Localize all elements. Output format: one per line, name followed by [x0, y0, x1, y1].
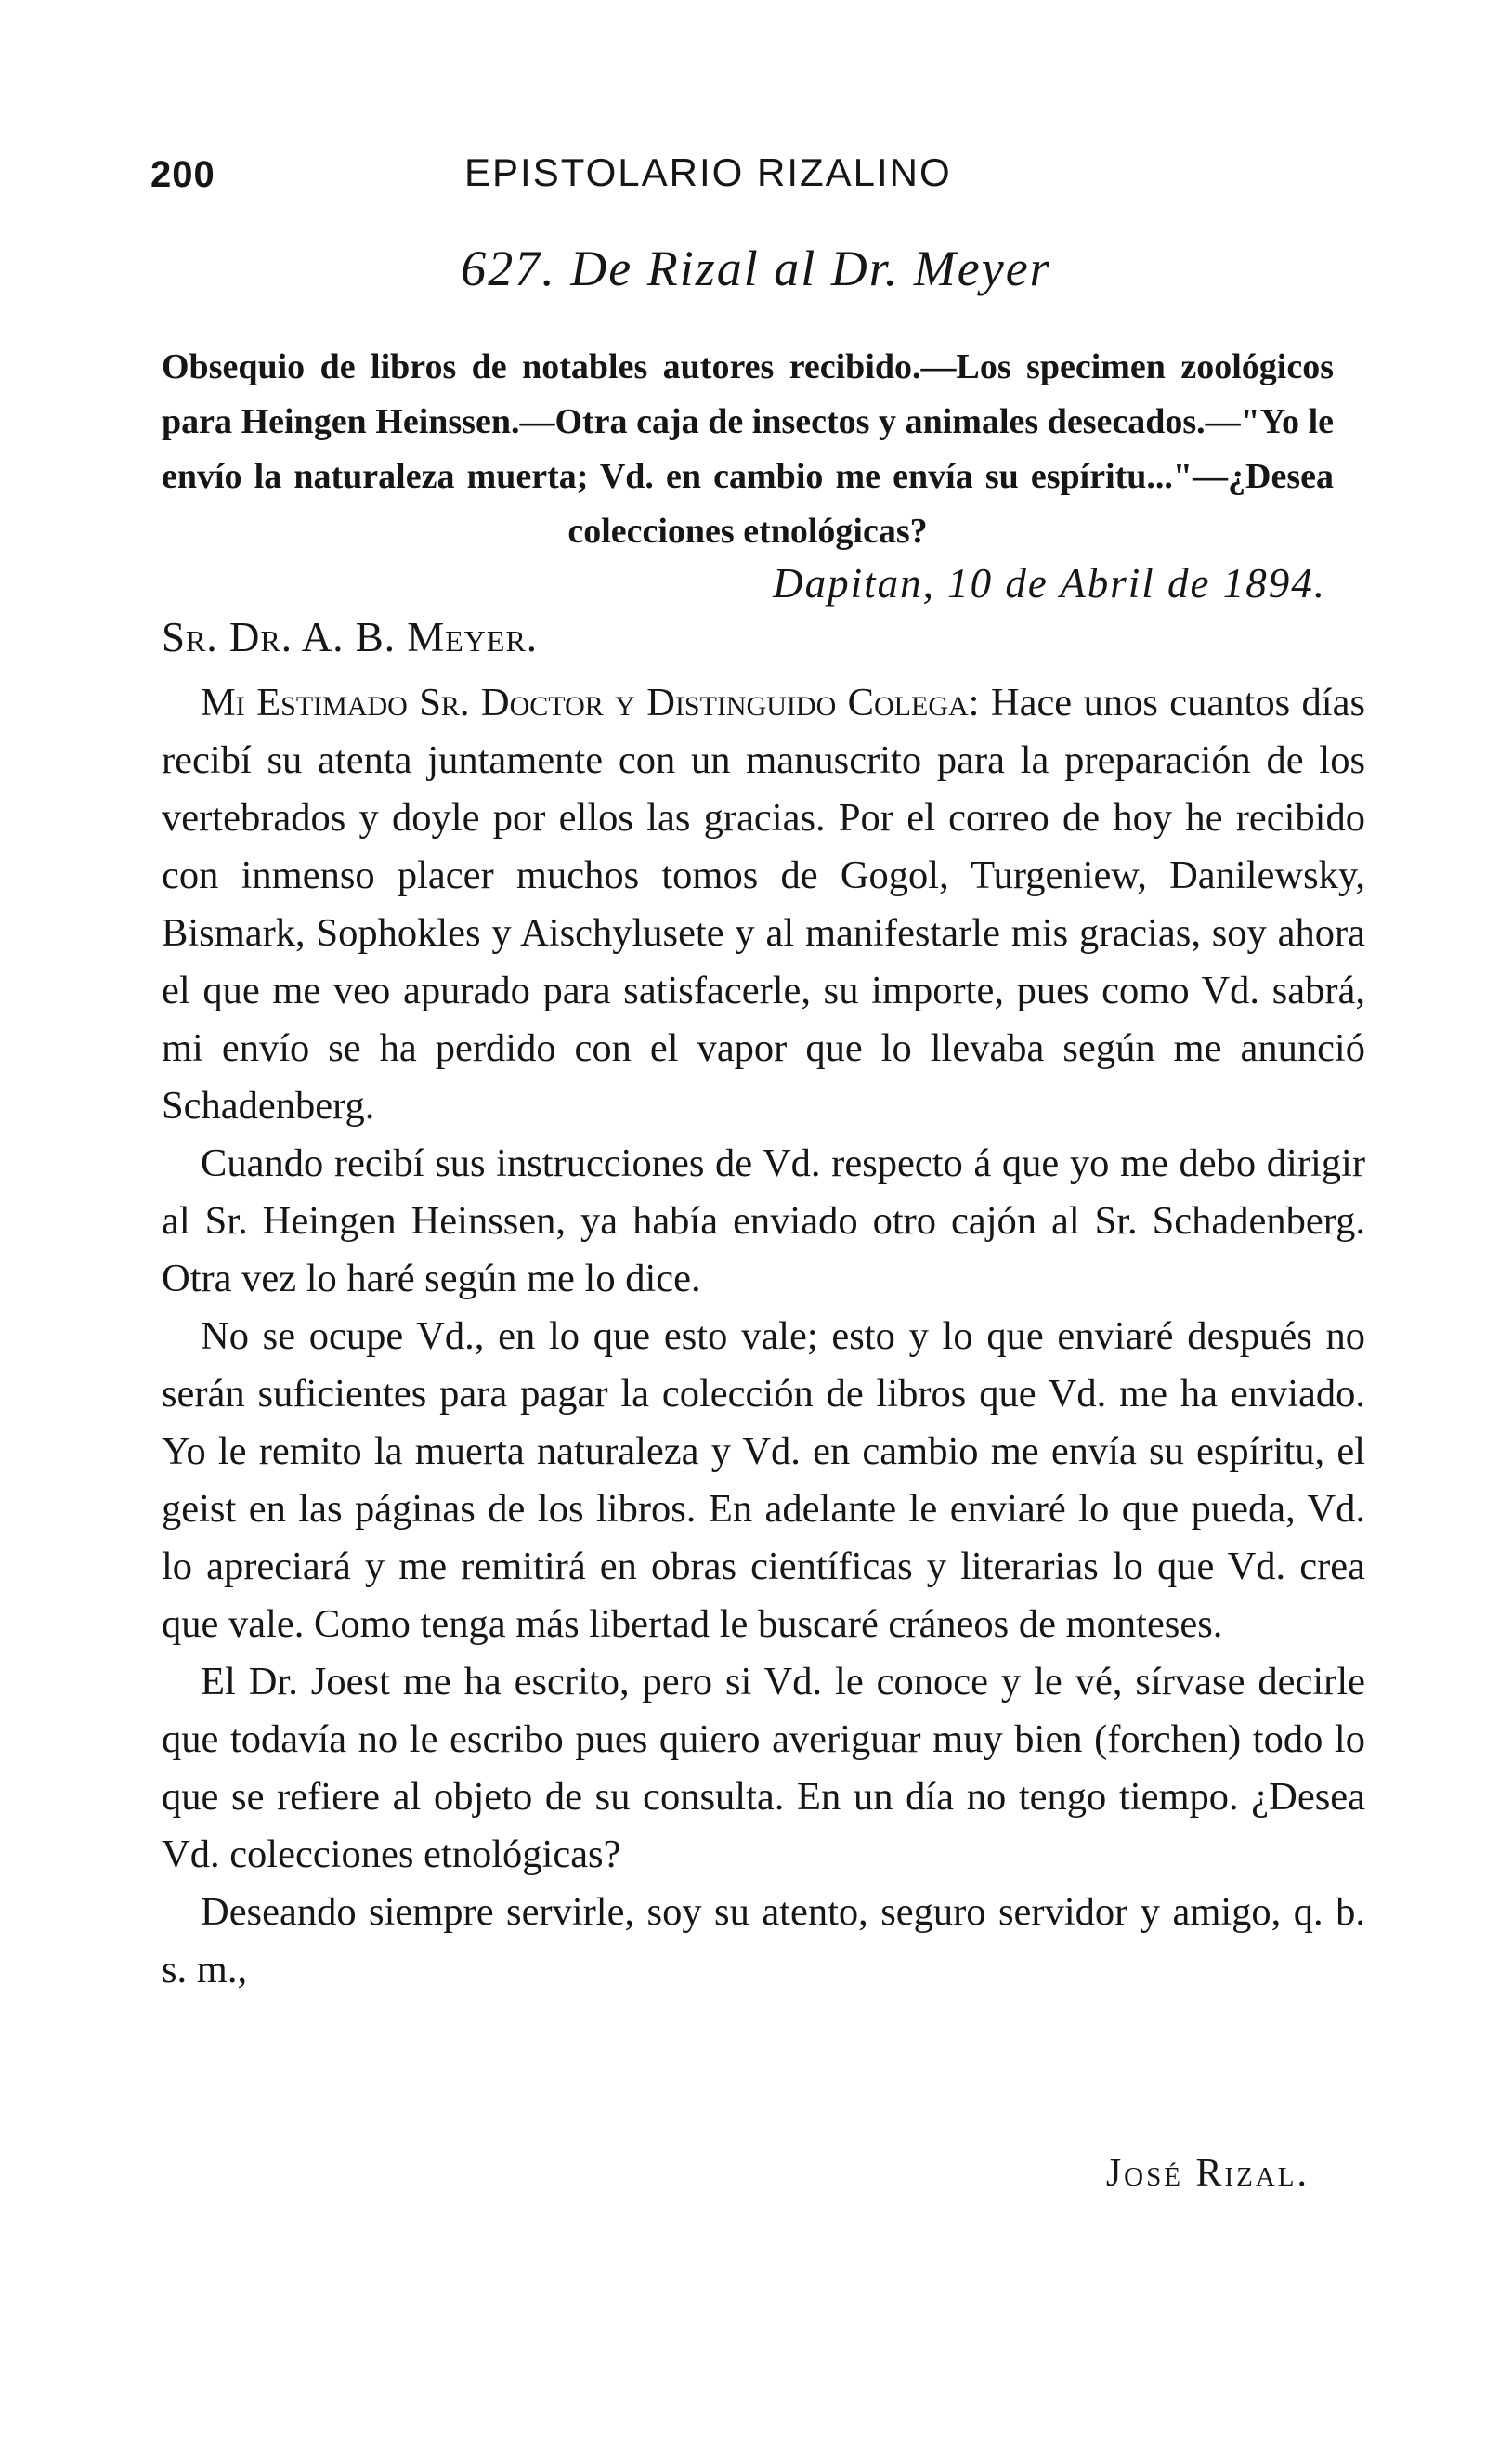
paragraph-1 [162, 674, 1365, 1135]
salutation: Sr. Dr. A. B. Meyer. [162, 614, 539, 660]
signature: José Rizal. [1105, 2152, 1310, 2195]
paragraph-5: Deseando siempre servirle, soy su atento, seguro servidor y amigo, q. b. s. m., [162, 1890, 1365, 1991]
paragraph-2: Cuando recibí sus instrucciones de Vd. respecto á que yo me debo dirigir al Sr. Heingen Heinssen, ya había enviado otro cajón al Sr. Schadenberg. Otra vez lo haré según me lo dice. [162, 1142, 1365, 1300]
page-number: 200 [150, 154, 215, 195]
letter-title: 627. De Rizal al Dr. Meyer [461, 241, 1051, 296]
running-title: EPISTOLARIO RIZALINO [464, 150, 952, 194]
letter-summary: Obsequio de libros de notables autores recibido.—Los specimen zoológicos para Heingen Heinssen.—Otra caja de insectos y animales desecados.—"Yo le envío la naturaleza muerta; Vd. en cambio me envía su espíritu..."—¿Desea colecciones etnológicas? [162, 347, 1334, 551]
opening-address: Mi Estimado Sr. Doctor y Distinguido Colega: [201, 681, 980, 724]
paragraph-1-text: Hace unos cuantos días recibí su atenta juntamente con un manuscrito para la preparación de los vertebrados y doyle por ellos las gracias. Por el correo de hoy he recibido con inmenso placer muchos tomos de Gogol, Turgeniew, Danilewsky, Bismark, Sophokles y Aischylusete y al manifestarle mis gracias, soy ahora el que me veo apurado para satisfacerle, su importe, pues como Vd. sabrá, mi envío se ha perdido con el vapor que lo llevaba según me anunció Schadenberg. [162, 681, 1365, 1128]
dateline: Dapitan, 10 de Abril de 1894. [773, 560, 1326, 607]
letter-body [162, 674, 1365, 1999]
paragraph-4: El Dr. Joest me ha escrito, pero si Vd. le conoce y le vé, sírvase decirle que todavía no le escribo pues quiero averiguar muy bien (forchen) todo lo que se refiere al objeto de su consulta. En un día no tengo tiempo. ¿Desea Vd. colecciones etnológicas? [162, 1660, 1365, 1876]
paragraph-3: No se ocupe Vd., en lo que esto vale; esto y lo que enviaré después no serán suficientes para pagar la colección de libros que Vd. me ha enviado. Yo le remito la muerta naturaleza y Vd. en cambio me envía su espíritu, el geist en las páginas de los libros. En adelante le enviaré lo que pueda, Vd. lo apreciará y me remitirá en obras científicas y literarias lo que Vd. crea que vale. Como tenga más libertad le buscaré cráneos de monteses. [162, 1314, 1365, 1646]
